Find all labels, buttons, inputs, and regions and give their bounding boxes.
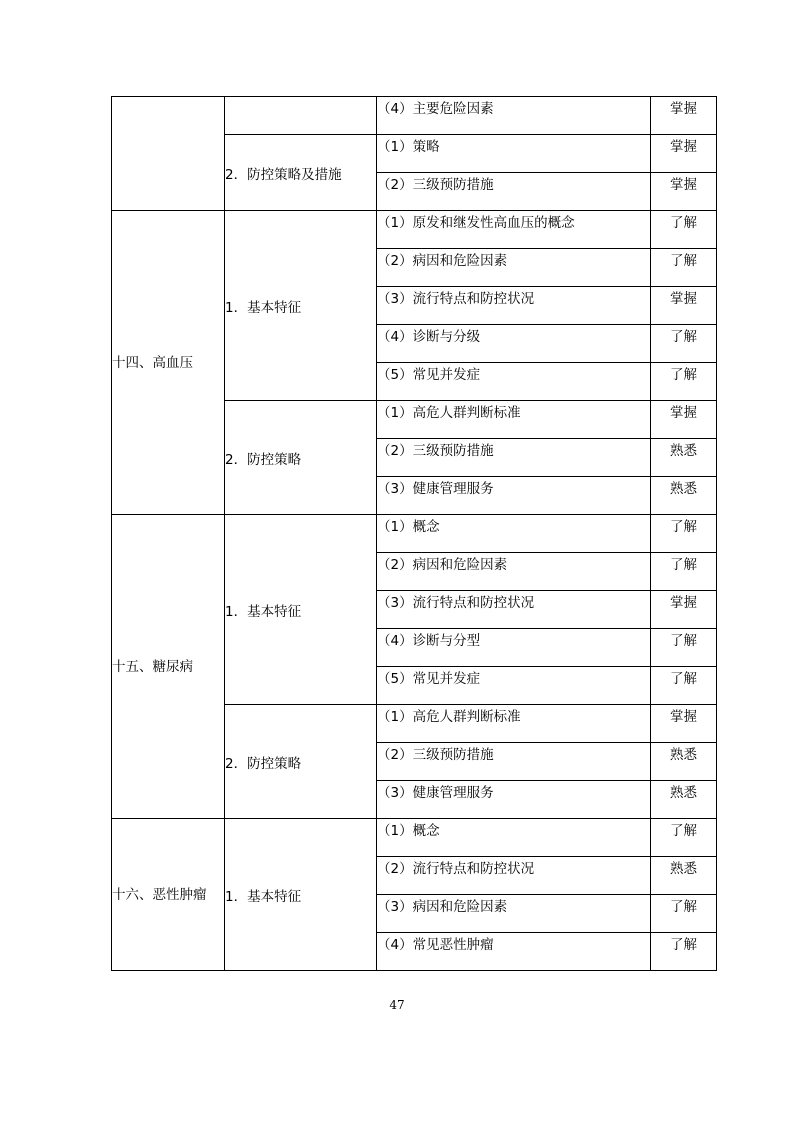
requirement-level-cell: 了解: [651, 553, 717, 591]
section-title-cell: 1．基本特征: [225, 819, 377, 971]
requirement-level-cell: 了解: [651, 325, 717, 363]
section-title-cell: 2．防控策略及措施: [225, 135, 377, 211]
content-item-cell: （3）流行特点和防控状况: [377, 287, 651, 325]
chapter-title-cell: 十六、恶性肿瘤: [112, 819, 225, 971]
requirement-level-cell: 掌握: [651, 97, 717, 135]
section-title-cell: 2．防控策略: [225, 401, 377, 515]
content-item-cell: （2）三级预防措施: [377, 173, 651, 211]
content-item-cell: （1）高危人群判断标准: [377, 705, 651, 743]
table-row: [112, 211, 717, 249]
requirement-level-cell: 掌握: [651, 591, 717, 629]
content-item-cell: （4）诊断与分型: [377, 629, 651, 667]
requirement-level-cell: 了解: [651, 515, 717, 553]
section-title-cell: [225, 97, 377, 135]
content-item-cell: （2）三级预防措施: [377, 439, 651, 477]
section-title-cell: 1．基本特征: [225, 211, 377, 401]
requirement-level-cell: 熟悉: [651, 743, 717, 781]
chapter-title-cell: 十五、糖尿病: [112, 515, 225, 819]
page-number: 47: [389, 998, 405, 1012]
content-item-cell: （4）常见恶性肿瘤: [377, 933, 651, 971]
requirement-level-cell: 了解: [651, 211, 717, 249]
requirement-level-cell: 了解: [651, 819, 717, 857]
requirement-level-cell: 了解: [651, 629, 717, 667]
table-row: [112, 515, 717, 553]
content-item-cell: （5）常见并发症: [377, 667, 651, 705]
chapter-title-cell: 十四、高血压: [112, 211, 225, 515]
requirement-level-cell: 了解: [651, 363, 717, 401]
requirement-level-cell: 掌握: [651, 173, 717, 211]
content-item-cell: （5）常见并发症: [377, 363, 651, 401]
requirement-level-cell: 了解: [651, 667, 717, 705]
content-item-cell: （1）高危人群判断标准: [377, 401, 651, 439]
content-item-cell: （2）病因和危险因素: [377, 553, 651, 591]
requirement-level-cell: 了解: [651, 933, 717, 971]
content-item-cell: （3）健康管理服务: [377, 781, 651, 819]
content-item-cell: （1）概念: [377, 515, 651, 553]
requirement-level-cell: 掌握: [651, 401, 717, 439]
content-item-cell: （3）流行特点和防控状况: [377, 591, 651, 629]
table-row: [112, 819, 717, 857]
content-item-cell: （4）诊断与分级: [377, 325, 651, 363]
content-item-cell: （1）策略: [377, 135, 651, 173]
requirement-level-cell: 掌握: [651, 135, 717, 173]
requirement-level-cell: 熟悉: [651, 781, 717, 819]
requirement-level-cell: 熟悉: [651, 857, 717, 895]
content-item-cell: （2）病因和危险因素: [377, 249, 651, 287]
content-item-cell: （1）概念: [377, 819, 651, 857]
section-title-cell: 2．防控策略: [225, 705, 377, 819]
syllabus-table: [111, 96, 717, 971]
requirement-level-cell: 了解: [651, 249, 717, 287]
content-item-cell: （4）主要危险因素: [377, 97, 651, 135]
requirement-level-cell: 掌握: [651, 705, 717, 743]
requirement-level-cell: 熟悉: [651, 439, 717, 477]
requirement-level-cell: 了解: [651, 895, 717, 933]
content-item-cell: （3）健康管理服务: [377, 477, 651, 515]
syllabus-table-body: [112, 97, 717, 971]
section-title-cell: 1．基本特征: [225, 515, 377, 705]
chapter-title-cell: [112, 97, 225, 211]
requirement-level-cell: 掌握: [651, 287, 717, 325]
table-row: [112, 97, 717, 135]
content-item-cell: （3）病因和危险因素: [377, 895, 651, 933]
content-item-cell: （1）原发和继发性高血压的概念: [377, 211, 651, 249]
content-item-cell: （2）三级预防措施: [377, 743, 651, 781]
content-item-cell: （2）流行特点和防控状况: [377, 857, 651, 895]
requirement-level-cell: 熟悉: [651, 477, 717, 515]
